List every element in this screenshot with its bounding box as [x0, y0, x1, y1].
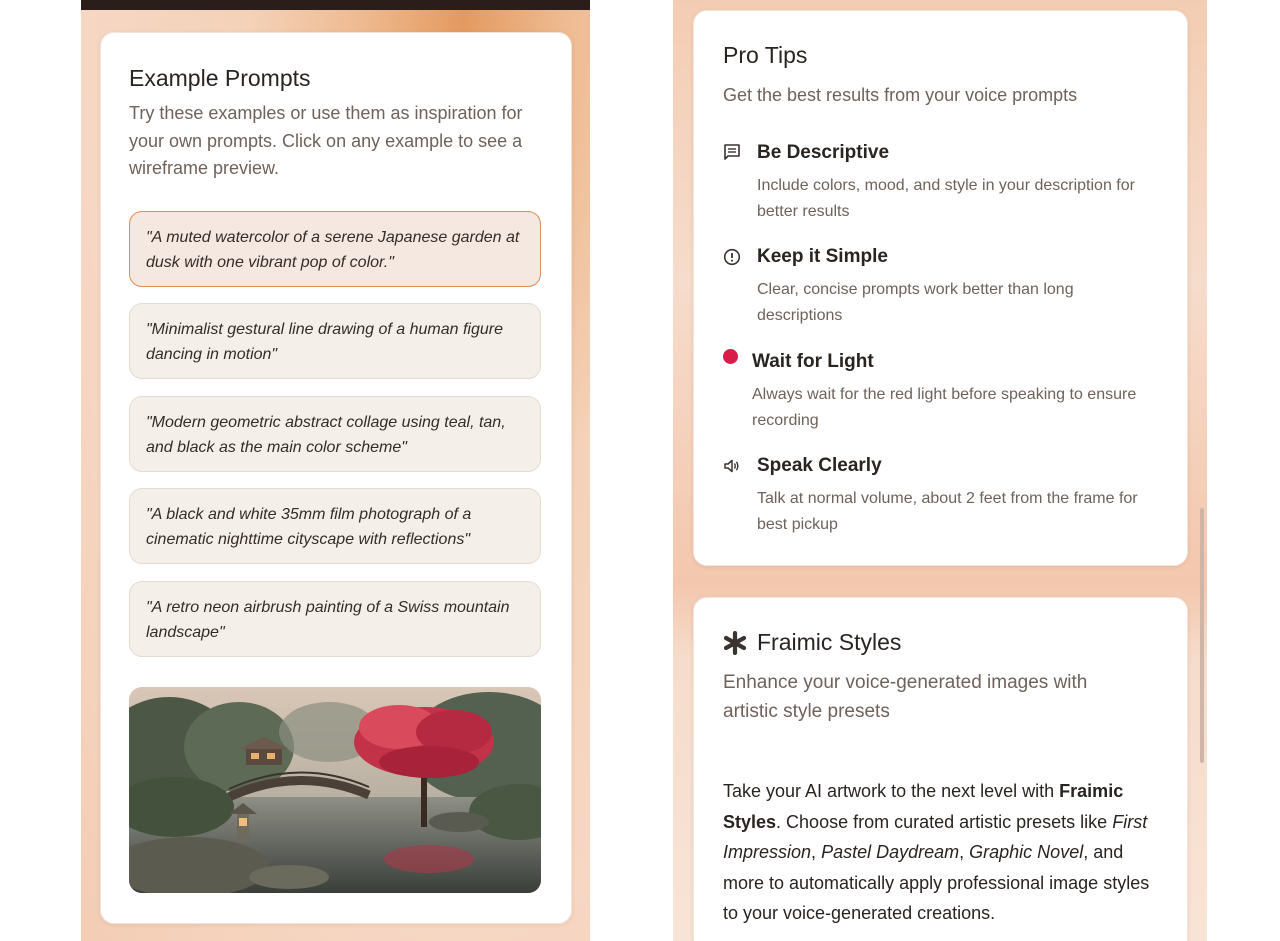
example-prompt-4[interactable]: "A black and white 35mm film photograph of a cinematic nighttime cityscape with reflections": [129, 488, 541, 564]
speaker-icon: [723, 457, 741, 475]
top-bar: [81, 0, 590, 10]
fraimic-styles-card: [693, 597, 1188, 941]
examples-title: Example Prompts: [129, 65, 311, 91]
styles-title: Fraimic Styles: [757, 629, 902, 655]
message-icon: [723, 143, 741, 161]
example-prompts-card: [100, 32, 572, 924]
styles-body-mid: . Choose from curated artistic presets like: [776, 811, 1108, 832]
example-prompt-1[interactable]: "A muted watercolor of a serene Japanese garden at dusk with one vibrant pop of color.": [129, 211, 541, 287]
styles-description: [723, 776, 1153, 929]
example-preview-image: [129, 687, 541, 893]
tip-desc-wait-for-light: Always wait for the red light before speaking to ensure recording: [752, 386, 1137, 429]
tip-title-be-descriptive: Be Descriptive: [757, 142, 890, 163]
tip-title-wait-for-light: Wait for Light: [752, 351, 874, 372]
tip-desc-speak-clearly: Talk at normal volume, about 2 feet from the frame for best pickup: [757, 490, 1138, 533]
styles-body-outro: , and more to automatically apply professional image styles to your voice-generated creations.: [723, 842, 1150, 923]
preset-pastel-daydream: Pastel Daydream: [821, 842, 960, 862]
examples-description: Try these examples or use them as inspiration for your own prompts. Click on any example to see a wireframe preview.: [129, 103, 523, 178]
styles-body-sep-2: ,: [959, 842, 965, 862]
example-prompt-2[interactable]: "Minimalist gestural line drawing of a human figure dancing in motion": [129, 303, 541, 379]
examples-panel: [81, 0, 590, 941]
alert-circle-icon: [723, 248, 741, 266]
styles-brand-name: Fraimic Styles: [723, 781, 1124, 832]
preset-graphic-novel: Graphic Novel: [969, 842, 1084, 862]
tip-title-keep-it-simple: Keep it Simple: [757, 246, 888, 267]
tip-desc-be-descriptive: Include colors, mood, and style in your description for better results: [757, 177, 1135, 220]
pro-tips-card: [693, 10, 1188, 566]
tip-title-speak-clearly: Speak Clearly: [757, 455, 882, 476]
styles-body-sep-1: ,: [811, 842, 817, 862]
red-dot-icon: [723, 349, 738, 364]
tips-subtitle: Get the best results from your voice prompts: [723, 85, 1078, 105]
asterisk-icon: [723, 631, 747, 655]
example-prompt-3[interactable]: "Modern geometric abstract collage using teal, tan, and black as the main color scheme": [129, 396, 541, 472]
styles-body-intro: Take your AI artwork to the next level with: [723, 781, 1055, 801]
example-prompt-5[interactable]: "A retro neon airbrush painting of a Swiss mountain landscape": [129, 581, 541, 657]
tip-desc-keep-it-simple: Clear, concise prompts work better than long descriptions: [757, 281, 1074, 324]
preset-first-impression: First Impression: [723, 811, 1148, 862]
tips-title: Pro Tips: [723, 42, 808, 68]
info-panel: [673, 0, 1207, 941]
scrollbar-thumb[interactable]: [1200, 508, 1204, 763]
styles-subtitle: Enhance your voice-generated images with artistic style presets: [723, 672, 1088, 722]
